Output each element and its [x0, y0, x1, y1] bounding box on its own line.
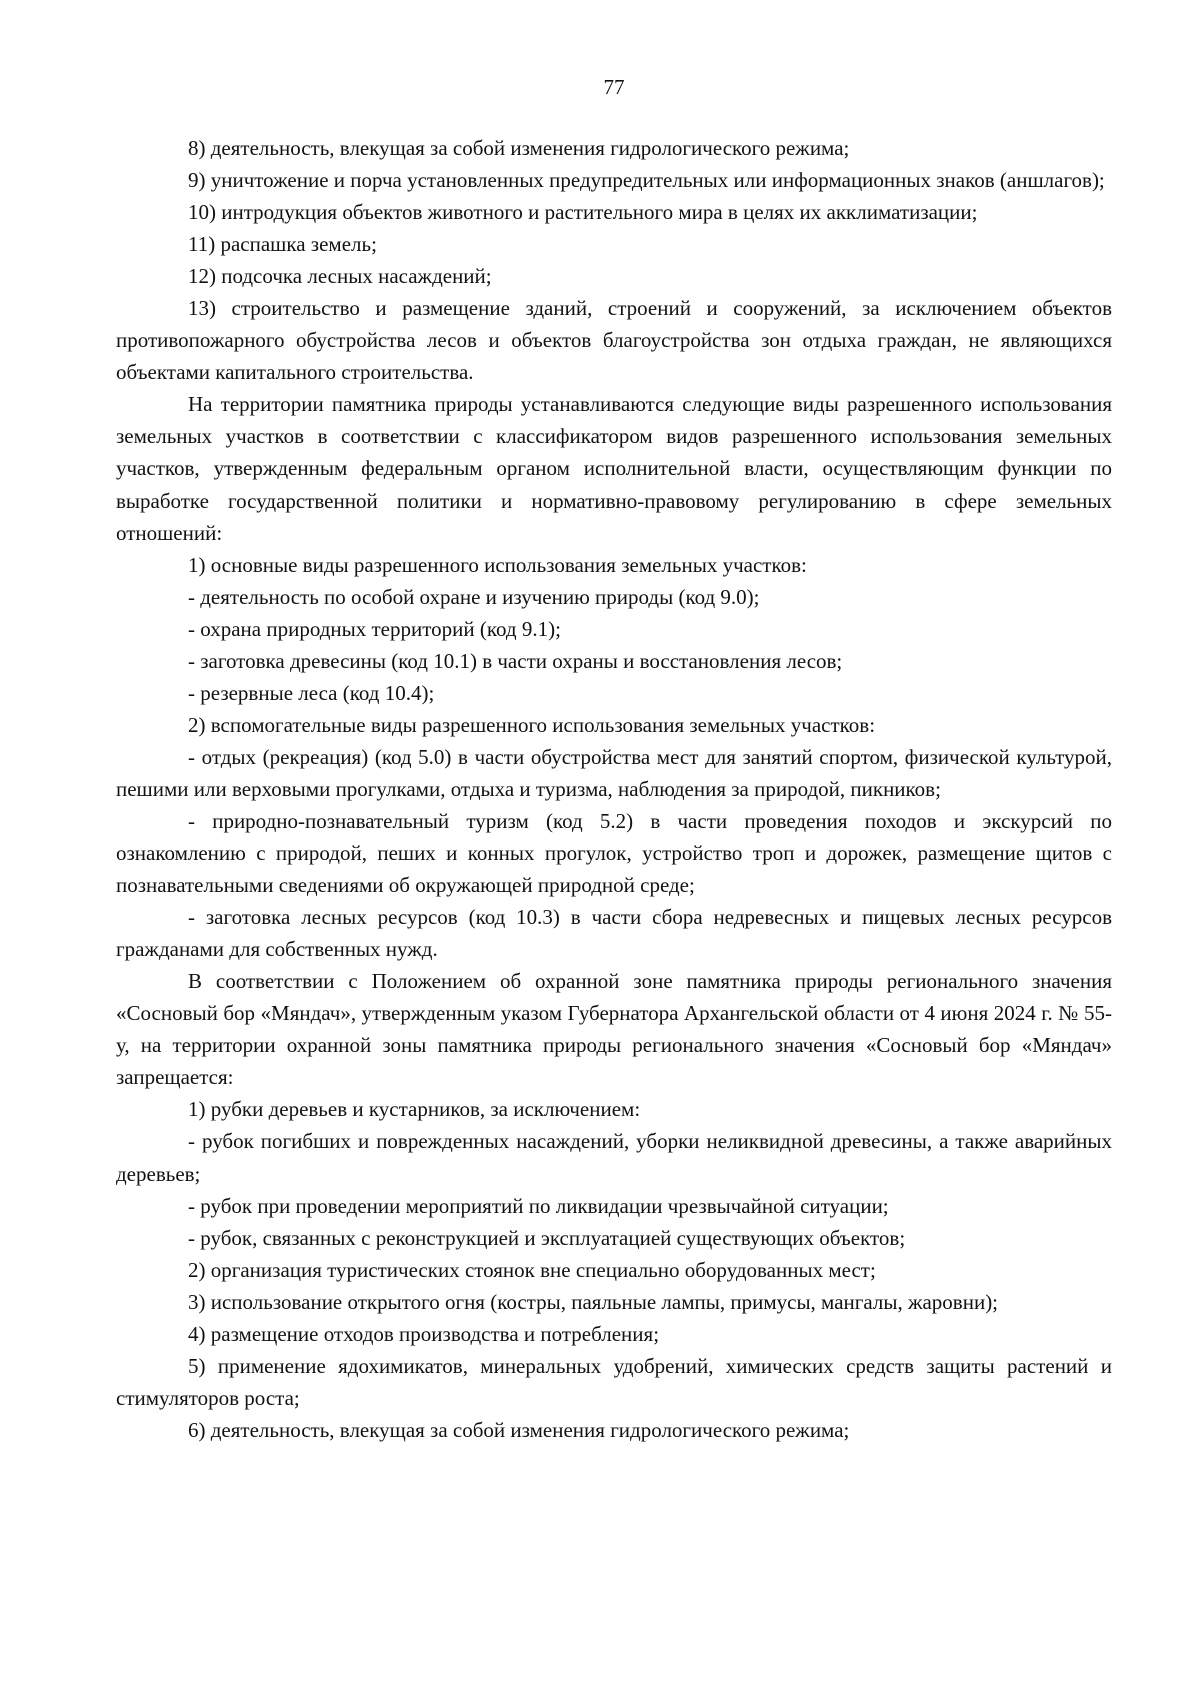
paragraph: 5) применение ядохимикатов, минеральных удобрений, химических средств защиты растений и стимуляторов роста; — [116, 1353, 1112, 1410]
paragraph: 12) подсочка лесных насаждений; — [188, 264, 492, 289]
paragraph: 11) распашка земель; — [188, 232, 377, 257]
paragraph: - охрана природных территорий (код 9.1); — [188, 616, 561, 641]
paragraph: 3) использование открытого огня (костры, паяльные лампы, примусы, мангалы, жаровни); — [188, 1289, 999, 1314]
paragraph: 4) размещение отходов производства и потребления; — [188, 1321, 660, 1346]
paragraph: - рубок погибших и поврежденных насаждений, уборки неликвидной древесины, а также аварийных деревьев; — [116, 1129, 1112, 1186]
paragraph: - деятельность по особой охране и изучению природы (код 9.0); — [188, 584, 760, 609]
paragraph: В соответствии с Положением об охранной зоне памятника природы регионального значения «Сосновый бор «Мяндач», утвержденным указом Губернатора Архангельской области от 4 июня 2024 г. № 55-у, на территории охранной зоны памятника природы регионального значения «Сосновый бор «Мяндач» запрещается: — [116, 969, 1112, 1090]
paragraph: - заготовка древесины (код 10.1) в части охраны и восстановления лесов; — [188, 648, 843, 673]
paragraph: 2) вспомогательные виды разрешенного использования земельных участков: — [188, 712, 876, 737]
paragraph: 8) деятельность, влекущая за собой изменения гидрологического режима; — [188, 136, 850, 160]
paragraph: - рубок, связанных с реконструкцией и эксплуатацией существующих объектов; — [188, 1225, 906, 1250]
paragraph: На территории памятника природы устанавливаются следующие виды разрешенного использования земельных участков в соответствии с классификатором видов разрешенного использования земельных участков, утвержденным федеральным органом исполнительной власти, осуществляющим функции по выработке государственной политики и нормативно-правовому регулированию в сфере земельных отношений: — [116, 392, 1112, 545]
paragraph: - отдых (рекреация) (код 5.0) в части обустройства мест для занятий спортом, физической культурой, пешими или верховыми прогулками, отдыха и туризма, наблюдения за природой, пикников; — [116, 744, 1112, 801]
paragraph: 6) деятельность, влекущая за собой изменения гидрологического режима; — [188, 1417, 850, 1442]
paragraph: 1) рубки деревьев и кустарников, за исключением: — [188, 1097, 641, 1122]
paragraph: 13) строительство и размещение зданий, строений и сооружений, за исключением объектов противопожарного обустройства лесов и объектов благоустройства зон отдыха граждан, не являющихся объектами капитального строительства. — [116, 296, 1112, 385]
paragraph: - резервные леса (код 10.4); — [188, 680, 435, 705]
paragraph: 2) организация туристических стоянок вне специально оборудованных мест; — [188, 1257, 876, 1282]
paragraph: - рубок при проведении мероприятий по ликвидации чрезвычайной ситуации; — [188, 1193, 889, 1218]
paragraph: - заготовка лесных ресурсов (код 10.3) в части сбора недревесных и пищевых лесных ресурсов гражданами для собственных нужд. — [116, 905, 1112, 962]
paragraph: 9) уничтожение и порча установленных предупредительных или информационных знаков (аншлагов); — [188, 168, 1105, 193]
document-body — [116, 132, 1112, 1446]
paragraph: 10) интродукция объектов животного и растительного мира в целях их акклиматизации; — [188, 200, 978, 225]
paragraph: 1) основные виды разрешенного использования земельных участков: — [188, 552, 807, 577]
paragraph: - природно-познавательный туризм (код 5.2) в части проведения походов и экскурсий по ознакомлению с природой, пеших и конных прогулок, устройство троп и дорожек, размещение щитов с познавательными сведениями об окружающей природной среде; — [116, 808, 1112, 898]
page-number: 77 — [603, 75, 625, 99]
